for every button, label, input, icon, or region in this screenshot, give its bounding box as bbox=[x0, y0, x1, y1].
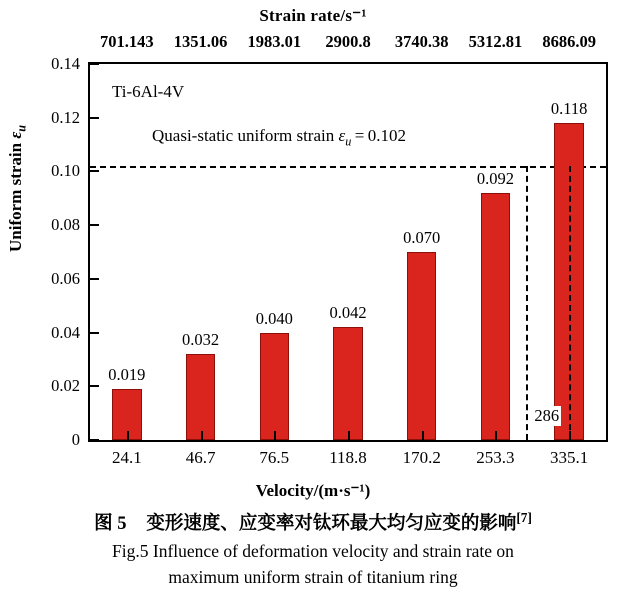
bar-value-label: 0.118 bbox=[550, 99, 588, 119]
quasi-static-annotation: Quasi-static uniform strain $\varepsilon_u = 0.102$ bbox=[152, 126, 406, 149]
caption-english-line2: maximum uniform strain of titanium ring bbox=[168, 567, 458, 587]
secondary-axis-title bbox=[0, 6, 626, 26]
caption-english-line1: Fig.5 Influence of deformation velocity and strain rate on bbox=[112, 541, 514, 561]
y-axis-title: Uniform strain $\varepsilon_u$ bbox=[6, 124, 29, 252]
bar bbox=[407, 252, 436, 440]
material-annotation: Ti-6Al-4V bbox=[112, 82, 185, 101]
bar bbox=[260, 333, 289, 440]
caption-chinese bbox=[0, 509, 626, 535]
plot-area bbox=[51, 54, 608, 449]
secondary-axis-tick-label: 1351.06 bbox=[173, 32, 228, 51]
secondary-axis-tick-label: 8686.09 bbox=[542, 32, 596, 51]
marker-guide-line bbox=[526, 166, 528, 440]
x-axis-tick-label: 118.8 bbox=[329, 448, 367, 467]
secondary-axis-tick-label: 1983.01 bbox=[247, 32, 302, 51]
y-axis-tick-label: 0.06 bbox=[51, 268, 80, 288]
bar-value-label: 0.092 bbox=[476, 168, 514, 188]
y-axis-tick-mark bbox=[90, 170, 99, 172]
y-axis-tick-label: 0.02 bbox=[51, 376, 80, 396]
secondary-axis-tick-label: 3740.38 bbox=[394, 32, 449, 51]
caption-reference: [7] bbox=[516, 509, 532, 525]
y-axis-tick-mark bbox=[90, 385, 99, 387]
y-axis-tick-label: 0.08 bbox=[51, 215, 80, 235]
bar bbox=[333, 327, 362, 440]
x-axis-tick-label: 24.1 bbox=[111, 448, 142, 467]
x-axis-title bbox=[0, 481, 626, 501]
x-axis-tick-mark bbox=[422, 431, 424, 440]
bar-value-label: 0.040 bbox=[255, 308, 293, 328]
y-axis-tick-mark bbox=[90, 224, 99, 226]
x-axis-tick-label: 76.5 bbox=[259, 448, 290, 467]
x-axis-tick-mark bbox=[201, 431, 203, 440]
secondary-axis-tick-label: 701.143 bbox=[100, 32, 154, 51]
y-axis-tick-mark bbox=[90, 439, 99, 441]
caption-chinese-text: 变形速度、应变率对钛环最大均匀应变的影响 bbox=[146, 514, 517, 534]
x-axis-tick-labels bbox=[88, 448, 608, 472]
secondary-axis-title-text: Strain rate/s⁻¹ bbox=[259, 6, 367, 25]
marker-guide-line bbox=[569, 166, 571, 440]
secondary-axis-tick-labels bbox=[88, 32, 608, 54]
x-axis-tick-label: 46.7 bbox=[185, 448, 216, 467]
bar-value-label: 0.032 bbox=[182, 330, 220, 350]
x-axis-tick-label: 170.2 bbox=[402, 448, 441, 467]
y-axis-tick-label: 0.10 bbox=[51, 161, 80, 181]
x-axis-tick-label: 335.1 bbox=[550, 448, 589, 467]
figure-number: 图 5 bbox=[94, 514, 127, 534]
bar-value-label: 0.019 bbox=[108, 364, 146, 384]
quasi-static-reference-line bbox=[90, 166, 606, 168]
x-axis-title-text: Velocity/(m·s⁻¹) bbox=[255, 481, 371, 500]
y-axis-tick-mark bbox=[90, 63, 99, 65]
y-axis-tick-label: 0.12 bbox=[51, 107, 80, 127]
marker-286-label: 286 bbox=[534, 406, 560, 425]
y-axis-tick-mark bbox=[90, 332, 99, 334]
bar bbox=[186, 354, 215, 440]
x-axis-tick-label: 253.3 bbox=[476, 448, 515, 467]
x-axis-tick-mark bbox=[348, 431, 350, 440]
secondary-axis-tick-label: 5312.81 bbox=[468, 32, 523, 51]
plot-inner bbox=[51, 54, 606, 449]
bar-value-label: 0.070 bbox=[403, 228, 441, 247]
y-axis-tick-label: 0.04 bbox=[51, 322, 80, 342]
y-axis-tick-label: 0 bbox=[71, 430, 80, 449]
y-axis-tick-mark bbox=[90, 117, 99, 119]
x-axis-tick-mark bbox=[495, 431, 497, 440]
bar-value-label: 0.042 bbox=[329, 303, 367, 323]
y-axis-tick-mark bbox=[90, 278, 99, 280]
x-axis-tick-mark bbox=[274, 431, 276, 440]
y-axis-tick-label: 0.14 bbox=[51, 54, 80, 73]
bar bbox=[481, 193, 510, 440]
x-axis-tick-mark bbox=[127, 431, 129, 440]
secondary-axis-tick-label: 2900.8 bbox=[325, 32, 371, 51]
